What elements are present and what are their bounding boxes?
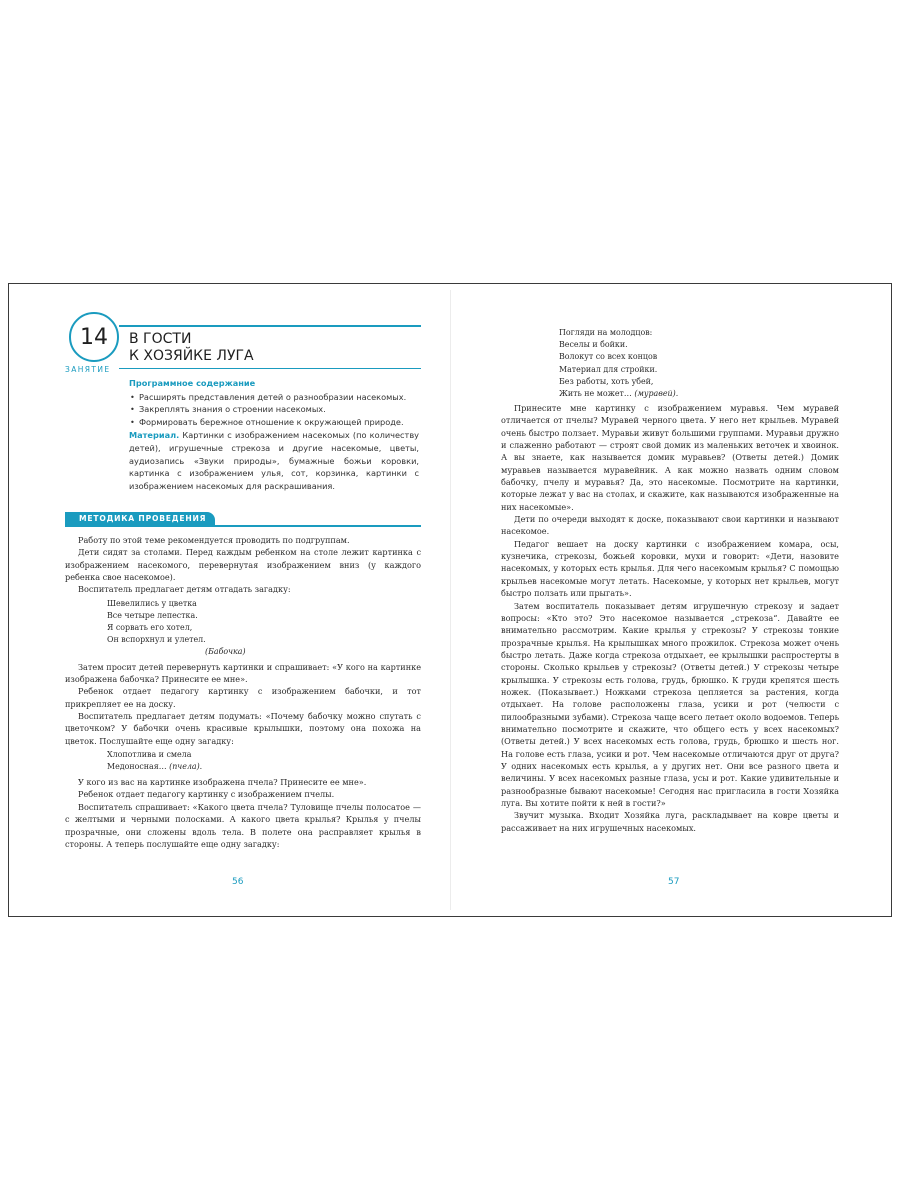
riddle-answer: (пчела). [169,762,203,772]
riddle-line: Он вспорхнул и улетел. [107,634,206,644]
program-item: • Закреплять знания о строении насекомых. [129,403,419,416]
riddle-answer: (Бабочка) [205,646,246,656]
poem-line-text: Жить не может… [559,389,635,399]
paragraph: Затем воспитатель показывает детям игрушечную стрекозу и задает вопросы: «Кто это? Это насекомое называется „стрекоза“. Давайте ее внимательно рассмотрим. Какие крылья у стрекозы? У стрекозы тонкие прозрачные крылья. На крылышках много прожилок. Стрекоза может очень быстро летать. Даже когда стрекоза отдыхает, ее крылышки распростерты в стороны. Сколько крыльев у стрекозы? (Ответы детей.) У стрекозы четыре крылышка. У стрекозы есть голова, грудь, брюшко. К груди крепятся шесть ножек. (Показывает.) Ножками стрекоза цепляется за растения, когда отдыхает. На голове расположены глаза, усики и рот (челюсти с пилообразными зубами). Стрекоза чаще всего летает около водоемов. Теперь внимательно посмотрите и скажите, что общего есть у всех насекомых? (Ответы детей.) У всех насекомых есть голова, грудь, брюшко и шесть ног. На голове есть глаза, усики и рот. Чем насекомые отличаются друг от друга? У одних насекомых есть крылья, а у других нет. Они все разного цвета и величины. У всех насекомых разные глаза, усы и рот. Какие удивительные и разнообразные бывают насекомые! Сегодня нас пригласила в гости Хозяйка луга. Вы хотите пойти к ней в гости?» [501,600,839,808]
left-body-text [65,534,421,850]
lesson-title-line-1: В ГОСТИ [129,331,192,347]
riddle-line: Я сорвать его хотел, [107,622,193,632]
lesson-number: 14 [69,312,119,362]
material-label: Материал. [129,430,180,441]
material-paragraph [129,429,419,492]
paragraph: Дети сидят за столами. Перед каждым ребенком на столе лежит картинка с изображением насекомого, перевернутая изображением вниз (у каждого ребенка свое насекомое). [65,547,421,583]
program-heading: Программное содержание [129,378,256,388]
section-heading: МЕТОДИКА ПРОВЕДЕНИЯ [65,512,215,526]
poem-line: Веселы и бойки. [559,340,628,350]
program-list [129,391,419,429]
paragraph: Педагог вешает на доску картинки с изображением комара, осы, кузнечика, стрекозы, божьей коровки, мухи и говорит: «Дети, назовите насекомых, у которых есть крылья. Для чего насекомым крылья? С помощью крыльев насекомые могут летать. Насекомые, у которых нет крыльев, могут быстро ползать или прыгать». [501,538,839,599]
riddle-line: Шевелились у цветка [107,598,197,608]
right-body-text [501,402,839,834]
riddle-line: Хлопотлива и смела [107,750,192,760]
program-item: • Расширять представления детей о разнообразии насекомых. [129,391,419,404]
left-page [9,284,451,916]
lesson-title-line-2: К ХОЗЯЙКЕ ЛУГА [129,348,254,364]
program-item: • Формировать бережное отношение к окружающей природе. [129,416,419,429]
paragraph: Воспитатель предлагает детям подумать: «Почему бабочку можно спутать с цветочком? У бабочки очень красивые крылышки, поэтому она похожа на цветок. Послушайте еще одну загадку: [65,711,421,746]
paragraph: Затем просит детей перевернуть картинки и спрашивает: «У кого на картинке изображена бабочка? Принесите ее мне». [65,661,421,685]
paragraph: Дети по очереди выходят к доске, показывают свои картинки и называют насекомое. [501,514,839,537]
poem-line: Волокут со всех концов [559,352,658,362]
paragraph: Принесите мне картинку с изображением муравья. Чем муравей отличается от пчелы? Муравей черного цвета. У него нет крыльев. Муравей очень быстро ползает. Муравьи живут большими группами. Муравьи дружно и слаженно работают — строят свой домик из маленьких веточек и хвоинок. А вы знаете, как называется домик муравьев? (Ответы детей.) Домик муравьев называется муравейник. А как можно назвать одним словом бабочку, пчелу и муравья? Да, это насекомые. Посмотрите на картинки, которые лежат у вас на столах, и скажите, как называются изображенные на них насекомые». [501,403,839,512]
riddle-ant [559,327,759,400]
poem-line: Материал для стройки. [559,364,658,374]
title-rule-bottom [119,368,421,369]
program-content [129,377,419,492]
title-rule-top [119,325,421,327]
paragraph: Работу по этой теме рекомендуется проводить по подгруппам. [78,535,350,545]
paragraph: Ребенок отдает педагогу картинку с изображением пчелы. [78,789,335,800]
riddle-bee [107,749,421,773]
paragraph: Ребенок отдает педагогу картинку с изображением бабочки, и тот прикрепляет ее на доску. [65,686,421,709]
poem-line [559,388,759,400]
page-number-left: 56 [232,877,244,887]
riddle-answer: (муравей). [634,389,679,399]
poem-line: Без работы, хоть убей, [559,376,654,386]
paragraph: Воспитатель предлагает детям отгадать загадку: [78,584,291,595]
book-spread [8,283,892,917]
lesson-word: ЗАНЯТИЕ [65,365,111,374]
lesson-badge [65,312,123,374]
section-heading-bar [65,512,421,526]
lesson-title [129,331,419,365]
paragraph: Звучит музыка. Входит Хозяйка луга, раскладывает на ковре цветы и рассаживает на них игрушечных насекомых. [501,810,839,833]
riddle-butterfly [107,598,421,658]
paragraph: Воспитатель спрашивает: «Какого цвета пчела? Туловище пчелы полосатое — с желтыми и черными полосками. А какого цвета крылья? Крылья у пчелы прозрачные, они сложены вдоль тела. В полете она расправляет крылья в стороны. А теперь послушайте еще одну загадку: [65,801,421,849]
riddle-line-text: Медоносная… [107,762,170,772]
paragraph: У кого из вас на картинке изображена пчела? Принесите ее мне». [78,777,367,788]
riddle-line [107,761,421,773]
page-number-right: 57 [668,877,680,887]
material-text: Картинки с изображением насекомых (по количеству детей), игрушечные стрекоза и другие насекомые, цветы, аудиозапись «Звуки природы», бумажные божьи коровки, картинка с изображением улья, сот, корзинка, картинки с изображением насекомых для раскрашивания. [129,430,419,491]
poem-line: Погляди на молодцов: [559,328,653,337]
riddle-line: Все четыре лепестка. [107,610,198,620]
